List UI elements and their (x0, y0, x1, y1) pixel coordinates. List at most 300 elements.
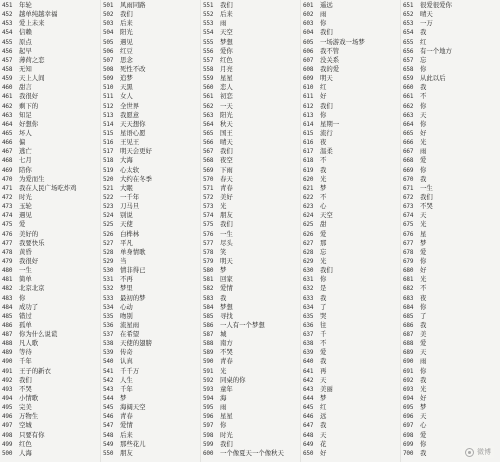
item-number: 557 (203, 56, 214, 64)
list-item (101, 220, 200, 229)
list-item (101, 248, 200, 257)
item-number: 611 (303, 93, 314, 101)
list-item (401, 202, 500, 211)
item-title: 一人有一个梦想 (220, 320, 265, 329)
item-number: 542 (103, 376, 114, 384)
item-title: 你 (420, 64, 427, 73)
list-item (301, 357, 400, 366)
item-number: 673 (403, 203, 414, 211)
item-title: 红色 (19, 439, 32, 448)
item-title: 甜言 (19, 83, 32, 92)
item-number: 654 (403, 29, 414, 37)
item-number: 555 (203, 38, 214, 46)
list-item (301, 294, 400, 303)
item-title: 我要快乐 (19, 238, 45, 247)
item-number: 667 (403, 148, 414, 156)
item-title: 温柔 (320, 147, 333, 156)
item-title: 星期一 (320, 119, 340, 128)
item-title: 你 (420, 366, 427, 375)
item-number: 662 (403, 102, 414, 110)
item-number: 642 (303, 376, 314, 384)
item-title: 寻找 (220, 311, 233, 320)
item-number: 519 (103, 166, 114, 174)
item-number: 693 (403, 385, 414, 393)
item-number: 517 (103, 148, 114, 156)
item-number: 661 (403, 93, 414, 101)
list-item (401, 257, 500, 266)
list-item (101, 1, 200, 10)
item-number: 513 (103, 111, 114, 119)
item-title: 我们 (220, 439, 233, 448)
list-item (201, 394, 300, 403)
item-number: 459 (2, 75, 13, 83)
item-number: 526 (103, 230, 114, 238)
item-title: 我 (420, 174, 427, 183)
item-number: 575 (203, 221, 214, 229)
item-number: 602 (303, 11, 314, 19)
item-title: 在希望 (120, 330, 140, 339)
item-number: 530 (103, 267, 114, 275)
item-number: 681 (403, 276, 414, 284)
list-item (401, 129, 500, 138)
item-number: 686 (403, 321, 414, 329)
item-title: 别说 (120, 211, 133, 220)
list-item (301, 284, 400, 293)
item-title: 青春 (220, 183, 233, 192)
item-number: 489 (2, 349, 13, 357)
list-item (201, 220, 300, 229)
item-number: 510 (103, 84, 114, 92)
item-number: 472 (2, 193, 13, 201)
item-title: 一天 (220, 101, 233, 110)
item-number: 635 (303, 312, 314, 320)
list-item (0, 403, 100, 412)
item-number: 692 (403, 376, 414, 384)
item-title: 好 (420, 128, 427, 137)
item-number: 469 (2, 166, 13, 174)
item-number: 464 (2, 120, 13, 128)
song-column-2 (100, 0, 200, 462)
list-item (0, 330, 100, 339)
item-number: 644 (303, 395, 314, 403)
item-number: 597 (203, 422, 214, 430)
item-number: 668 (403, 157, 414, 165)
list-item (0, 294, 100, 303)
list-item (201, 412, 300, 421)
item-title: 海 (220, 394, 227, 403)
list-item (401, 321, 500, 330)
item-number: 562 (203, 102, 214, 110)
list-item (101, 193, 200, 202)
item-number: 508 (103, 65, 114, 73)
item-title: 知足 (19, 110, 32, 119)
item-number: 503 (103, 20, 114, 28)
list-item (301, 449, 400, 458)
item-number: 636 (303, 321, 314, 329)
list-item (101, 339, 200, 348)
list-item (101, 449, 200, 458)
list-item (101, 431, 200, 440)
item-number: 525 (103, 221, 114, 229)
item-title: 同桌的你 (220, 375, 246, 384)
item-title: 天 (320, 430, 327, 439)
item-number: 579 (203, 257, 214, 265)
list-item (101, 74, 200, 83)
list-item (401, 294, 500, 303)
item-title: 雨 (220, 403, 227, 412)
list-item (301, 440, 400, 449)
list-item (201, 10, 300, 19)
item-title: 时光 (220, 430, 233, 439)
list-item (301, 184, 400, 193)
list-item (0, 74, 100, 83)
list-item (401, 230, 500, 239)
item-number: 620 (303, 175, 314, 183)
item-title: 思念 (120, 55, 133, 64)
list-item (0, 38, 100, 47)
list-item (301, 303, 400, 312)
item-title: 红豆 (120, 46, 133, 55)
item-title: 尽头 (220, 238, 233, 247)
item-number: 689 (403, 349, 414, 357)
item-title: 坏人 (19, 128, 32, 137)
list-item (101, 83, 200, 92)
list-item (0, 431, 100, 440)
list-item (101, 10, 200, 19)
item-title: 月亮 (220, 64, 233, 73)
item-title: 海阔天空 (120, 403, 146, 412)
item-number: 496 (2, 413, 13, 421)
item-title: 我很好 (19, 256, 39, 265)
item-number: 498 (2, 431, 13, 439)
list-item (401, 284, 500, 293)
item-title: 远 (320, 412, 327, 421)
item-number: 524 (103, 212, 114, 220)
list-item (0, 175, 100, 184)
item-title: 爱上未来 (19, 19, 45, 28)
item-title: 你 (19, 293, 26, 302)
item-title: 哭 (320, 311, 327, 320)
item-title: 没关系 (320, 55, 340, 64)
item-title: 朋友 (220, 211, 233, 220)
item-number: 691 (403, 367, 414, 375)
item-number: 479 (2, 257, 13, 265)
list-item (301, 175, 400, 184)
item-title: 女人 (120, 92, 133, 101)
item-number: 577 (203, 239, 214, 247)
item-number: 480 (2, 267, 13, 275)
item-number: 461 (2, 93, 13, 101)
item-title: 千年 (19, 357, 32, 366)
list-item (201, 294, 300, 303)
item-number: 610 (303, 84, 314, 92)
list-item (401, 266, 500, 275)
item-number: 653 (403, 20, 414, 28)
list-item (401, 431, 500, 440)
list-item (401, 339, 500, 348)
item-title: 无知 (19, 64, 32, 73)
item-number: 583 (203, 294, 214, 302)
item-number: 554 (203, 29, 214, 37)
item-number: 506 (103, 47, 114, 55)
item-number: 458 (2, 65, 13, 73)
item-number: 460 (2, 84, 13, 92)
item-title: 心太软 (120, 165, 140, 174)
item-title: 梦 (420, 403, 427, 412)
item-number: 570 (203, 175, 214, 183)
item-number: 547 (103, 422, 114, 430)
item-title: 我们 (320, 266, 333, 275)
item-number: 576 (203, 230, 214, 238)
item-number: 478 (2, 248, 13, 256)
item-number: 495 (2, 404, 13, 412)
item-title: 夜 (320, 138, 327, 147)
item-number: 494 (2, 395, 13, 403)
item-number: 572 (203, 193, 214, 201)
item-number: 590 (203, 358, 214, 366)
list-item (101, 257, 200, 266)
item-title: 你 (420, 165, 427, 174)
list-item (0, 348, 100, 357)
item-number: 541 (103, 367, 114, 375)
item-title: 最初的梦 (120, 293, 146, 302)
list-item (101, 28, 200, 37)
item-title: 我愿意 (120, 110, 140, 119)
item-number: 663 (403, 111, 414, 119)
watermark-text: 微博 (477, 448, 491, 456)
item-title: 初恋 (220, 92, 233, 101)
item-number: 656 (403, 47, 414, 55)
item-number: 657 (403, 56, 414, 64)
item-number: 473 (2, 203, 13, 211)
item-title: 人海 (19, 448, 32, 457)
list-item (101, 129, 200, 138)
item-number: 546 (103, 413, 114, 421)
item-title: 不再 (120, 275, 133, 284)
item-title: 明天 (220, 256, 233, 265)
list-item (0, 10, 100, 19)
item-number: 474 (2, 212, 13, 220)
list-item (301, 367, 400, 376)
item-title: 天 (420, 211, 427, 220)
item-number: 563 (203, 111, 214, 119)
list-item (101, 266, 200, 275)
item-number: 523 (103, 203, 114, 211)
item-number: 507 (103, 56, 114, 64)
list-item (0, 303, 100, 312)
item-title: 好 (420, 394, 427, 403)
list-item (301, 65, 400, 74)
item-title: 平凡 (120, 238, 133, 247)
item-title: 再 (320, 366, 327, 375)
item-title: 星星 (220, 74, 233, 83)
item-number: 559 (203, 75, 214, 83)
item-title: 好 (420, 266, 427, 275)
list-item (101, 120, 200, 129)
list-item (101, 156, 200, 165)
list-item (0, 367, 100, 376)
item-title: 你 (420, 439, 427, 448)
list-item (201, 129, 300, 138)
item-number: 544 (103, 395, 114, 403)
item-title: 流星雨 (120, 320, 140, 329)
item-number: 567 (203, 148, 214, 156)
list-item (101, 230, 200, 239)
item-title: 雨 (420, 357, 427, 366)
list-item (101, 394, 200, 403)
list-item (401, 28, 500, 37)
item-title: 爱 (320, 348, 327, 357)
list-item (201, 275, 300, 284)
item-number: 491 (2, 367, 13, 375)
list-item (201, 239, 300, 248)
list-item (301, 421, 400, 430)
item-title: 遇见 (120, 37, 133, 46)
item-title: 不 (420, 284, 427, 293)
item-number: 518 (103, 157, 114, 165)
item-number: 466 (2, 139, 13, 147)
list-item (301, 321, 400, 330)
item-title: 王子的新衣 (19, 366, 51, 375)
item-number: 600 (203, 449, 214, 457)
list-item (201, 211, 300, 220)
item-title: 天上人间 (19, 74, 45, 83)
item-number: 670 (403, 175, 414, 183)
item-number: 682 (403, 285, 414, 293)
item-title: 我 (420, 448, 427, 457)
item-number: 529 (103, 257, 114, 265)
item-title: 忘 (320, 247, 327, 256)
list-item (101, 184, 200, 193)
item-number: 628 (303, 248, 314, 256)
list-item (201, 312, 300, 321)
item-title: 不 (320, 156, 327, 165)
item-title: 光 (420, 220, 427, 229)
item-number: 677 (403, 239, 414, 247)
item-number: 587 (203, 331, 214, 339)
list-item (301, 394, 400, 403)
item-number: 634 (303, 303, 314, 311)
list-item (301, 1, 400, 10)
list-item (401, 156, 500, 165)
item-number: 676 (403, 230, 414, 238)
item-title: 国王 (220, 128, 233, 137)
item-title: 不哭 (420, 202, 433, 211)
item-title: 了 (420, 311, 427, 320)
item-title: 我们 (120, 10, 133, 19)
list-item (301, 257, 400, 266)
item-number: 476 (2, 230, 13, 238)
item-title: 认真 (120, 357, 133, 366)
item-title: 天空 (320, 211, 333, 220)
item-number: 678 (403, 248, 414, 256)
item-title: 风雨同路 (120, 1, 146, 9)
item-number: 613 (303, 111, 314, 119)
item-number: 608 (303, 65, 314, 73)
list-item (0, 111, 100, 120)
item-number: 560 (203, 84, 214, 92)
item-number: 592 (203, 376, 214, 384)
list-item (201, 230, 300, 239)
item-number: 672 (403, 193, 414, 201)
list-item (0, 102, 100, 111)
item-title: 不 (320, 339, 327, 348)
item-title: 青春 (120, 412, 133, 421)
list-item (401, 348, 500, 357)
item-title: 一万 (420, 19, 433, 28)
item-number: 536 (103, 321, 114, 329)
weibo-logo-icon (465, 448, 474, 457)
item-title: 爱你 (220, 46, 233, 55)
item-number: 573 (203, 203, 214, 211)
item-number: 659 (403, 75, 414, 83)
item-number: 690 (403, 358, 414, 366)
item-number: 481 (2, 276, 13, 284)
list-item (201, 193, 300, 202)
item-title: 天天想你 (120, 119, 146, 128)
list-item (401, 211, 500, 220)
list-item (301, 266, 400, 275)
item-title: 光 (220, 202, 227, 211)
list-item (401, 138, 500, 147)
list-item (0, 275, 100, 284)
item-number: 695 (403, 404, 414, 412)
item-number: 640 (303, 358, 314, 366)
item-number: 679 (403, 257, 414, 265)
item-title: 只要有你 (19, 430, 45, 439)
list-item (0, 321, 100, 330)
item-title: 明天 (320, 74, 333, 83)
item-title: 好想你 (19, 119, 39, 128)
item-title: 下雨 (220, 165, 233, 174)
list-item (301, 211, 400, 220)
list-item (301, 348, 400, 357)
item-title: 红 (420, 37, 427, 46)
item-number: 504 (103, 29, 114, 37)
list-item (301, 330, 400, 339)
list-item (201, 19, 300, 28)
list-item (301, 28, 400, 37)
list-item (301, 202, 400, 211)
item-title: 光 (320, 174, 327, 183)
item-title: 我 (420, 83, 427, 92)
list-item (0, 211, 100, 220)
item-title: 我 (320, 357, 327, 366)
list-item (0, 449, 100, 458)
list-item (401, 65, 500, 74)
list-item (0, 47, 100, 56)
list-item (101, 440, 200, 449)
list-item (301, 248, 400, 257)
item-title: 心动 (120, 302, 133, 311)
list-item (401, 47, 500, 56)
list-item (201, 74, 300, 83)
list-item (301, 56, 400, 65)
item-title: 一生 (220, 229, 233, 238)
item-title: 后来 (220, 10, 233, 19)
item-title: 晴天 (420, 10, 433, 19)
item-number: 623 (303, 203, 314, 211)
item-title: 你 (420, 302, 427, 311)
item-title: 回家 (220, 275, 233, 284)
item-title: 甜 (320, 220, 327, 229)
item-title: 好 (320, 92, 327, 101)
list-item (401, 239, 500, 248)
item-title: 我们 (220, 147, 233, 156)
list-item (0, 1, 100, 10)
item-title: 当 (120, 256, 127, 265)
list-item (401, 248, 500, 257)
